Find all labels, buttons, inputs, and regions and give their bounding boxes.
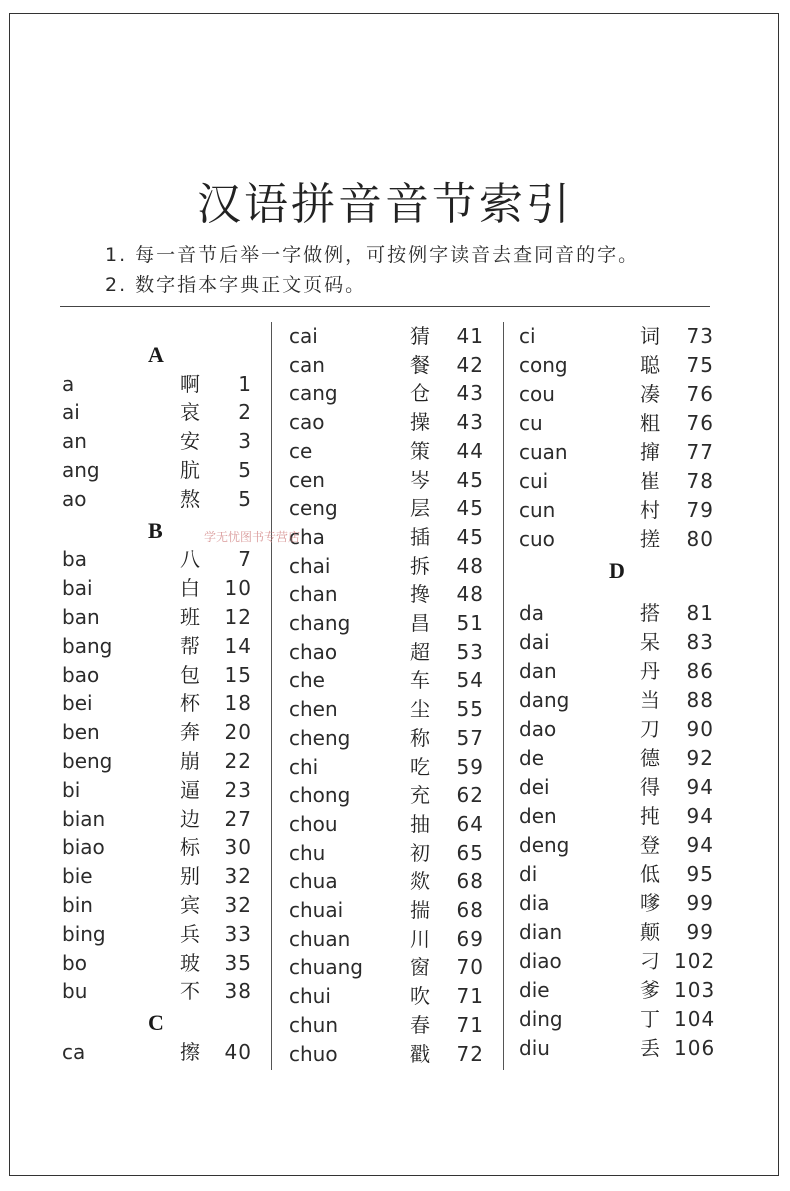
page-number: 53 [456,639,484,664]
index-entry [519,438,719,467]
index-entry [62,661,262,690]
pinyin-syllable: bao [62,662,100,687]
example-character: 嗲 [640,890,660,915]
page-number: 51 [456,611,484,635]
example-character: 宾 [180,892,200,917]
page-number: 94 [686,832,714,857]
pinyin-syllable: chuang [289,955,363,980]
index-entry [519,947,719,976]
page-number: 41 [456,324,484,348]
example-character: 餐 [410,352,430,377]
pinyin-syllable: cheng [289,725,351,750]
page-number: 75 [686,353,714,377]
example-character: 丹 [640,658,660,683]
example-character: 尘 [410,697,430,722]
example-character: 杯 [180,691,200,716]
pinyin-syllable: che [289,668,325,693]
example-character: 岑 [410,467,430,492]
index-entry [519,773,719,802]
pinyin-syllable: dao [519,716,557,741]
index-entry [519,599,719,628]
page-number: 14 [224,633,252,658]
index-entry [62,949,262,978]
example-character: 搀 [410,582,430,607]
pinyin-syllable: cong [519,353,568,377]
pinyin-syllable: cuo [519,527,555,551]
page-number: 76 [686,382,714,406]
example-character: 奔 [180,720,200,745]
index-entry [289,552,489,581]
pinyin-syllable: cang [289,381,338,406]
example-character: 得 [640,774,660,799]
page-number: 15 [224,662,252,687]
example-character: 玻 [180,950,200,975]
pinyin-syllable: bo [62,950,87,975]
example-character: 颠 [640,919,660,944]
index-entry [519,918,719,947]
index-entry [519,744,719,773]
index-entry [519,889,719,918]
page-number: 81 [686,600,714,625]
page-number: 94 [686,803,714,828]
index-entry [289,523,489,552]
page-number: 54 [456,668,484,693]
note-1: 1. 每一音节后举一字做例，可按例字读音去查同音的字。 [105,244,640,266]
pinyin-syllable: chua [289,869,338,894]
page-number: 65 [456,840,484,865]
page-number: 86 [686,658,714,683]
example-character: 撺 [640,440,660,464]
pinyin-syllable: cuan [519,440,568,464]
index-entry [289,466,489,495]
page-number: 33 [224,921,252,946]
page-number: 62 [456,783,484,808]
page-number: 3 [238,429,252,454]
pinyin-syllable: cun [519,498,556,522]
example-character: 充 [410,783,430,808]
index-entry [519,831,719,860]
index-entry [519,860,719,889]
page-number: 77 [686,440,714,464]
pinyin-syllable: bing [62,921,106,946]
pinyin-syllable: bie [62,864,93,889]
example-character: 层 [410,496,430,521]
example-character: 春 [410,1012,430,1037]
note-2: 2. 数字指本字典正文页码。 [105,274,367,296]
page-number: 45 [456,524,484,549]
page-number: 43 [456,381,484,406]
index-entry [289,781,489,810]
pinyin-syllable: cai [289,324,318,348]
index-entry [289,638,489,667]
index-entry [519,351,719,380]
example-character: 插 [410,524,430,549]
index-entry [62,862,262,891]
example-character: 爹 [640,977,660,1002]
example-character: 白 [180,576,200,601]
index-entry [62,718,262,747]
pinyin-syllable: chong [289,783,351,808]
example-character: 吃 [410,754,430,779]
example-character: 擦 [180,1039,200,1064]
page-number: 104 [674,1006,716,1031]
index-entry [519,1034,719,1063]
pinyin-syllable: ca [62,1039,86,1064]
example-character: 包 [180,662,200,687]
page-number: 45 [456,496,484,521]
pinyin-syllable: ceng [289,496,338,521]
pinyin-syllable: den [519,803,557,828]
page-number: 68 [456,898,484,922]
index-entry [289,810,489,839]
page-number: 12 [224,604,252,629]
example-character: 标 [180,835,200,860]
page-number: 5 [238,458,252,483]
index-entry [289,351,489,380]
index-entry [62,485,262,514]
pinyin-syllable: ce [289,438,313,463]
example-character: 兵 [180,921,200,946]
page-number: 80 [686,527,714,551]
page-number: 69 [456,926,484,951]
example-character: 当 [640,687,660,712]
example-character: 搭 [640,600,660,625]
pinyin-syllable: ba [62,547,87,572]
pinyin-syllable: bai [62,576,93,601]
pinyin-syllable: chi [289,754,319,779]
pinyin-syllable: cha [289,524,325,549]
pinyin-syllable: diu [519,1035,550,1060]
example-character: 戳 [410,1041,430,1066]
index-entry [289,1011,489,1040]
page-number: 22 [224,748,252,773]
page-number: 59 [456,754,484,779]
page-number: 40 [224,1039,252,1064]
pinyin-syllable: chai [289,553,331,578]
section-letter: A [148,342,164,367]
example-character: 不 [180,979,200,1004]
example-character: 吹 [410,984,430,1009]
page-number: 64 [456,811,484,836]
pinyin-syllable: dang [519,687,570,712]
pinyin-syllable: cu [519,411,543,435]
example-character: 登 [640,832,660,857]
pinyin-syllable: dia [519,890,550,915]
page-number: 71 [456,1012,484,1037]
page-number: 48 [456,553,484,578]
pinyin-syllable: dei [519,774,550,799]
index-entry [62,891,262,920]
page-number: 68 [456,869,484,894]
page-number: 27 [224,806,252,831]
index-entry [62,689,262,718]
page-number: 55 [456,697,484,722]
example-character: 抽 [410,811,430,836]
example-character: 操 [410,410,430,435]
index-entry [519,380,719,409]
page-number: 57 [456,725,484,750]
pinyin-syllable: diao [519,948,562,973]
column-divider-2 [503,322,504,1070]
example-character: 欻 [410,869,430,894]
example-character: 刁 [640,948,660,973]
pinyin-syllable: chu [289,840,326,865]
example-character: 边 [180,806,200,831]
page-number: 30 [224,835,252,860]
example-character: 车 [410,668,430,693]
page-number: 42 [456,352,484,377]
example-character: 称 [410,725,430,750]
index-entry [519,686,719,715]
index-entry [62,427,262,456]
pinyin-syllable: cui [519,469,549,493]
column-divider-1 [271,322,272,1070]
pinyin-syllable: ci [519,324,536,348]
example-character: 呆 [640,629,660,654]
header-divider [60,306,710,307]
pinyin-syllable: ban [62,604,100,629]
index-entry [62,632,262,661]
example-character: 班 [180,604,200,629]
page-number: 5 [238,486,252,511]
index-entry [519,496,719,525]
index-entry [519,657,719,686]
example-character: 别 [180,864,200,889]
page-number: 83 [686,629,714,654]
pinyin-syllable: bei [62,691,93,716]
pinyin-syllable: cou [519,382,555,406]
index-entry [289,753,489,782]
page-number: 92 [686,745,714,770]
index-entry [289,839,489,868]
index-entry [519,409,719,438]
page-number: 102 [674,948,716,973]
pinyin-syllable: chao [289,639,338,664]
index-entry [519,628,719,657]
example-character: 帮 [180,633,200,658]
index-entry [289,896,489,925]
page-number: 99 [686,919,714,944]
page-number: 72 [456,1041,484,1066]
example-character: 丁 [640,1006,660,1031]
pinyin-syllable: chang [289,611,351,635]
example-character: 村 [640,498,660,522]
index-entry [519,525,719,554]
page-number: 44 [456,438,484,463]
page-number: 48 [456,582,484,607]
pinyin-syllable: chun [289,1012,339,1037]
index-entry [289,867,489,896]
index-entry [62,833,262,862]
index-entry [62,920,262,949]
pinyin-syllable: chuo [289,1041,338,1066]
page-number: 71 [456,984,484,1009]
pinyin-syllable: an [62,429,87,454]
index-entry [289,580,489,609]
index-entry [289,953,489,982]
page-number: 20 [224,720,252,745]
index-entry [62,776,262,805]
page-number: 2 [238,400,252,425]
page-number: 32 [224,892,252,917]
index-entry [289,666,489,695]
index-entry [519,467,719,496]
example-character: 搓 [640,527,660,551]
page-number: 43 [456,410,484,435]
index-entry [62,977,262,1006]
example-character: 丢 [640,1035,660,1060]
page-number: 73 [686,324,714,348]
example-character: 粗 [640,411,660,435]
pinyin-syllable: beng [62,748,113,773]
example-character: 扽 [640,803,660,828]
index-entry [289,494,489,523]
pinyin-syllable: cen [289,467,325,492]
pinyin-syllable: chuan [289,926,351,951]
index-entry [519,802,719,831]
pinyin-syllable: chen [289,697,338,722]
index-entry [62,370,262,399]
pinyin-syllable: di [519,861,538,886]
page-number: 94 [686,774,714,799]
page-number: 10 [224,576,252,601]
example-character: 崔 [640,469,660,493]
pinyin-syllable: chui [289,984,331,1009]
index-entry [62,545,262,574]
example-character: 猜 [410,324,430,348]
index-entry [62,747,262,776]
pinyin-syllable: ben [62,720,100,745]
index-entry [519,322,719,351]
pinyin-syllable: chan [289,582,338,607]
pinyin-syllable: de [519,745,544,770]
example-character: 哀 [180,400,200,425]
index-entry [289,322,489,351]
index-entry [289,695,489,724]
pinyin-syllable: ding [519,1006,563,1031]
index-entry [62,574,262,603]
example-character: 逼 [180,777,200,802]
example-character: 崩 [180,748,200,773]
pinyin-syllable: die [519,977,550,1002]
index-entry [62,603,262,632]
example-character: 八 [180,547,200,572]
index-entry [289,437,489,466]
example-character: 聪 [640,353,660,377]
example-character: 仓 [410,381,430,406]
page-number: 38 [224,979,252,1004]
page-number: 70 [456,955,484,980]
pinyin-syllable: can [289,352,325,377]
page-number: 79 [686,498,714,522]
example-character: 德 [640,745,660,770]
example-character: 低 [640,861,660,886]
pinyin-syllable: ao [62,486,87,511]
pinyin-syllable: cao [289,410,325,435]
page-number: 23 [224,777,252,802]
example-character: 昌 [410,611,430,635]
page-number: 78 [686,469,714,493]
pinyin-syllable: bi [62,777,81,802]
pinyin-syllable: a [62,371,75,396]
pinyin-syllable: chou [289,811,338,836]
page-number: 35 [224,950,252,975]
pinyin-syllable: bin [62,892,93,917]
page-title: 汉语拼音音节索引 [197,179,573,230]
section-letter: D [609,558,625,583]
example-character: 啊 [180,371,200,396]
example-character: 熬 [180,486,200,511]
pinyin-syllable: bang [62,633,113,658]
pinyin-syllable: bu [62,979,88,1004]
pinyin-syllable: ang [62,458,100,483]
example-character: 安 [180,429,200,454]
example-character: 策 [410,438,430,463]
pinyin-syllable: biao [62,835,105,860]
index-entry [289,379,489,408]
page-number: 90 [686,716,714,741]
index-entry [519,715,719,744]
page-number: 7 [238,547,252,572]
index-entry [62,398,262,427]
example-character: 窗 [410,955,430,980]
example-character: 凑 [640,382,660,406]
page-number: 18 [224,691,252,716]
pinyin-syllable: dan [519,658,557,683]
index-entry [289,609,489,638]
index-entry [62,805,262,834]
example-character: 川 [410,926,430,951]
page-number: 95 [686,861,714,886]
example-character: 揣 [410,898,430,922]
watermark: 学无忧图书专营店 [204,530,301,544]
page-number: 99 [686,890,714,915]
page-number: 76 [686,411,714,435]
example-character: 肮 [180,458,200,483]
pinyin-syllable: ai [62,400,80,425]
pinyin-syllable: dian [519,919,563,944]
page-number: 32 [224,864,252,889]
example-character: 超 [410,639,430,664]
index-entry [519,1005,719,1034]
example-character: 初 [410,840,430,865]
section-letter: C [148,1010,164,1036]
index-entry [289,925,489,954]
index-entry [62,456,262,485]
page-number: 106 [674,1035,716,1060]
page-number: 103 [674,977,716,1002]
example-character: 刀 [640,716,660,741]
section-letter: B [148,517,163,543]
page-number: 1 [238,371,252,396]
pinyin-syllable: deng [519,832,570,857]
page-number: 45 [456,467,484,492]
pinyin-syllable: bian [62,806,106,831]
pinyin-syllable: da [519,600,544,625]
pinyin-syllable: chuai [289,898,344,922]
index-entry [62,1038,262,1067]
index-entry [289,1040,489,1069]
pinyin-syllable: dai [519,629,550,654]
index-entry [289,982,489,1011]
page-number: 88 [686,687,714,712]
index-entry [289,724,489,753]
example-character: 拆 [410,553,430,578]
index-entry [289,408,489,437]
index-entry [519,976,719,1005]
example-character: 词 [640,324,660,348]
